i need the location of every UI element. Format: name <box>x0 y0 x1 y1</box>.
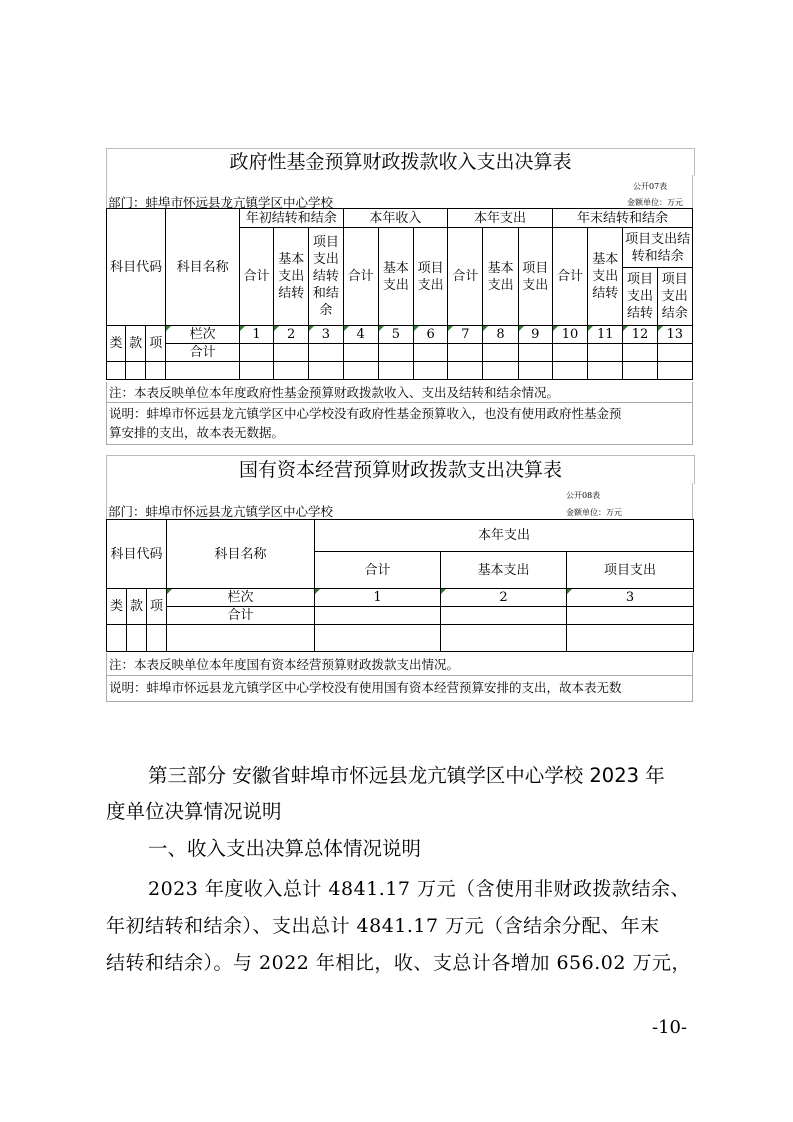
table2-grid <box>106 519 694 652</box>
table1-colnum-8: 8 <box>483 326 518 344</box>
table2-colnum-1: 1 <box>315 589 441 607</box>
section-heading-line1: 第三部分 安徽省蚌埠市怀远县龙亢镇学区中心学校 2023 年 <box>148 764 665 787</box>
table1-group-expense: 本年支出 <box>448 209 553 228</box>
table1-row-lanci: 栏次 <box>166 326 239 344</box>
table1-colnum-6: 6 <box>414 326 448 344</box>
table2-row-kuan: 款 <box>127 589 147 625</box>
table1-sub-project-2: 项目支出 <box>414 228 448 326</box>
page-number: -10- <box>652 1017 688 1038</box>
table1-note2-line2: 算安排的支出，故本表无数据。 <box>109 425 285 440</box>
table1-note2-line1: 说明：蚌埠市怀远县龙亢镇学区中心学校没有政府性基金预算收入，也没有使用政府性基金预 <box>109 406 622 421</box>
table1-row-heji: 合计 <box>166 344 239 362</box>
table1-note1: 注：本表反映单位本年度政府性基金预算财政拨款收入、支出及结转和结余情况。 <box>106 382 693 403</box>
table1-sub-basic-4: 基本支出结转 <box>588 228 623 326</box>
table1-colnum-5: 5 <box>378 326 413 344</box>
table2-row-lanci: 栏次 <box>167 589 315 607</box>
table1-colnum-4: 4 <box>343 326 378 344</box>
table2-dept: 部门：蚌埠市怀远县龙亢镇学区中心学校 <box>108 504 334 519</box>
section-para-line2: 年初结转和结余）、支出总计 4841.17 万元（含结余分配、年末 <box>106 915 660 937</box>
table2-note1: 注：本表反映单位本年度国有资本经营预算财政拨款支出情况。 <box>106 653 693 676</box>
table1-sub-basic-2: 基本支出 <box>378 228 413 326</box>
table2-row-lei: 类 <box>107 589 127 625</box>
table1-sub-basic-1: 基本支出结转 <box>274 228 309 326</box>
table2-colnum-2: 2 <box>441 589 567 607</box>
table1-colnum-12: 12 <box>623 326 657 344</box>
table1-sub-project-3: 项目支出 <box>518 228 552 326</box>
table1-sub-basic-3: 基本支出 <box>483 228 518 326</box>
table1-sub-ps-surplus: 项目支出结余 <box>657 268 692 326</box>
table2-col-code: 科目代码 <box>107 520 167 589</box>
table1-sub-total-4: 合计 <box>552 228 587 326</box>
table2-title: 国有资本经营预算财政拨款支出决算表 <box>106 455 695 484</box>
table1-colnum-1: 1 <box>239 326 273 344</box>
table1-colnum-7: 7 <box>448 326 483 344</box>
table1-colnum-13: 13 <box>657 326 692 344</box>
table1-group-end: 年末结转和结余 <box>552 209 692 228</box>
table1-colnum-10: 10 <box>552 326 587 344</box>
table2-row-heji: 合计 <box>167 607 315 625</box>
table1-colnum-11: 11 <box>588 326 623 344</box>
table1-note2 <box>106 403 693 445</box>
section-sub-heading: 一、收入支出决算总体情况说明 <box>148 837 422 860</box>
table1-colnum-2: 2 <box>274 326 309 344</box>
table1-dept: 部门：蚌埠市怀远县龙亢镇学区中心学校 <box>108 195 334 210</box>
table2-code: 公开08表 <box>566 491 601 500</box>
table1-row-kuan: 款 <box>126 326 146 362</box>
table1-sub-total-1: 合计 <box>239 228 273 326</box>
table2-sub-total: 合计 <box>315 552 441 589</box>
table1-title: 政府性基金预算财政拨款收入支出决算表 <box>106 148 695 176</box>
table1-code: 公开07表 <box>633 182 668 191</box>
section-para-line3: 结转和结余）。与 2022 年相比，收、支总计各增加 656.02 万元， <box>106 952 691 974</box>
section-heading-line2: 度单位决算情况说明 <box>106 800 282 823</box>
table1-colnum-9: 9 <box>518 326 552 344</box>
table1-col-name: 科目名称 <box>166 209 239 326</box>
table1-sub-ps-carry: 项目支出结转 <box>623 268 657 326</box>
table1-group-begin: 年初结转和结余 <box>239 209 343 228</box>
table1-sub-total-3: 合计 <box>448 228 483 326</box>
table1-colnum-3: 3 <box>309 326 343 344</box>
table2-colnum-3: 3 <box>567 589 694 607</box>
table2-sub-project: 项目支出 <box>567 552 694 589</box>
table1-unit: 金额单位：万元 <box>627 198 683 207</box>
table2-note2: 说明：蚌埠市怀远县龙亢镇学区中心学校没有使用国有资本经营预算安排的支出，故本表无数 <box>106 676 693 702</box>
table1-col-code: 科目代码 <box>107 209 166 326</box>
table2-group-expense: 本年支出 <box>315 520 694 552</box>
table1-sub-project-1: 项目支出结转和结余 <box>309 228 343 326</box>
table2-sub-basic: 基本支出 <box>441 552 567 589</box>
table1-row-lei: 类 <box>107 326 126 362</box>
table2-col-name: 科目名称 <box>167 520 315 589</box>
table1-sub-project-ce: 项目支出结转和结余 <box>623 228 693 268</box>
table1-grid <box>106 208 693 380</box>
section-para-line1: 2023 年度收入总计 4841.17 万元（含使用非财政拨款结余、 <box>148 878 691 900</box>
table1-group-income: 本年收入 <box>343 209 448 228</box>
table1-row-xiang: 项 <box>146 326 166 362</box>
table2-row-xiang: 项 <box>147 589 167 625</box>
table2-unit: 金额单位：万元 <box>566 508 622 517</box>
table1-sub-total-2: 合计 <box>343 228 378 326</box>
